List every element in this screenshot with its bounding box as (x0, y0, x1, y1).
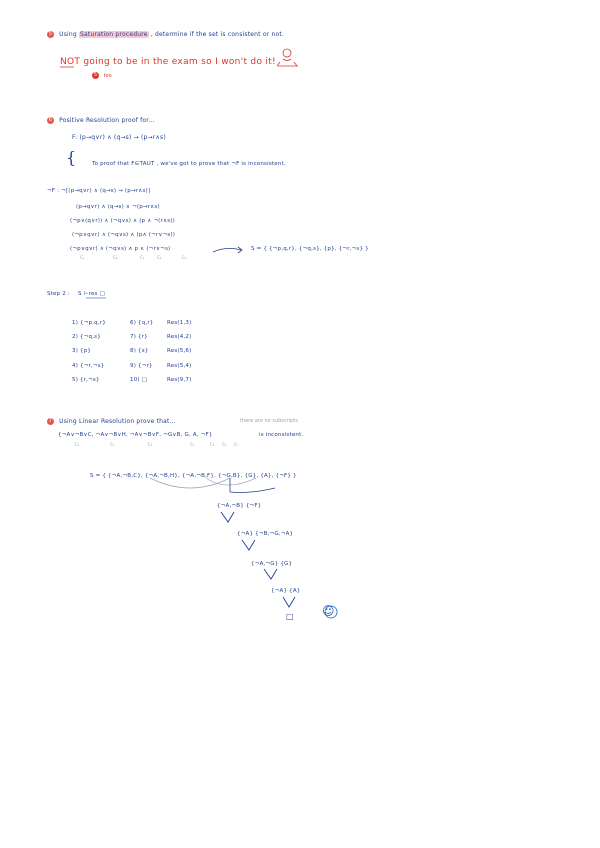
section5-highlight: Saturation procedure (80, 31, 148, 38)
c7-label-7: C₇ (234, 442, 239, 447)
doodle-face-icon (277, 49, 298, 66)
section6-number: 6 (48, 117, 53, 123)
section7-title: Using Linear Resolution prove that... (59, 418, 176, 425)
section7-number: 7 (48, 418, 53, 424)
linear-step-1: {¬A,¬B} {¬F} (217, 503, 262, 509)
step2-left-5: 5) {r,¬s} (72, 377, 100, 383)
smiley-icon: ☺ (322, 604, 335, 618)
step2-left-4: 4) {¬r,¬s} (72, 363, 105, 369)
section5-number: 5 (48, 31, 53, 37)
clause-label-2: C₂ (113, 255, 118, 260)
clause-label-1: C₁ (80, 255, 85, 260)
step2-expr: S ⊢res □ (78, 291, 105, 297)
smiley-ring (325, 606, 337, 618)
neg-line-5: (¬p∨q∨r) ∧ (¬q∨s) ∧ p ∧ (¬r∨¬s) (70, 246, 171, 252)
step2-res-7: Res(4,2) (167, 334, 192, 340)
small-note-circle: 5 (93, 72, 98, 78)
arc-gray-1 (150, 478, 230, 488)
set-result: S = { {¬p,q,r}, {¬q,s}, {p}, {¬r,¬s} } (251, 246, 369, 252)
c7-label-4: C₄ (190, 442, 195, 447)
step2-mid-6: 6) {q,r} (130, 320, 154, 326)
linear-step-2: {¬A} {¬B,¬G,¬A} (237, 531, 294, 537)
clause-label-4: C₄ (157, 255, 162, 260)
section5-pre: Using (59, 31, 77, 38)
c7-label-2: C₂ (110, 442, 115, 447)
section6-title: Positive Resolution proof for... (59, 117, 155, 124)
clause-label-5: C₅ (182, 255, 187, 260)
step2-left-1: 1) {¬p,q,r} (72, 320, 106, 326)
neg-line-3: (¬p∨(q∨r)) ∧ (¬q∨s) ∧ (p ∧ ¬(r∧s)) (70, 218, 175, 224)
neg-line-4: (¬p∨q∨r) ∧ (¬q∨s) ∧ (p∧ (¬r∨¬s)) (72, 232, 176, 238)
linear-step-4: {¬A} {A} (271, 588, 301, 594)
section5-rest: , determine if the set is consistent or not. (150, 31, 284, 38)
step2-res-10: Res(9,7) (167, 377, 192, 383)
c7-label-5: C₅ (210, 442, 215, 447)
clause-label-3: C₃ (140, 255, 145, 260)
step2-res-9: Res(5,4) (167, 363, 192, 369)
c7-label-6: C₆ (222, 442, 227, 447)
neg-line-1: ¬F : ¬[(p→q∨r) ∧ (q→s) → (p→r∧s)] (47, 188, 151, 194)
step2-label: Step 2 : (47, 291, 70, 297)
arc-gray-2 (206, 478, 256, 485)
section6-formula: F: (p→q∨r) ∧ (q→s) → (p→r∧s) (72, 134, 166, 141)
step2-res-6: Res(1,3) (167, 320, 192, 326)
c7-label-3: C₃ (148, 442, 153, 447)
arc-blue (230, 478, 275, 493)
step2-mid-9: 9) {¬r} (130, 363, 153, 369)
section7-set-line: S = { {¬A,¬B,C}, {¬A,¬B,H}, {¬A,¬B,F}, {¬G,B}, {G}, {A}, {¬F} } (90, 473, 297, 479)
section7-clauses-line: {¬A∨¬B∨C, ¬A∨¬B∨H, ¬A∨¬B∨F, ¬G∨B, G, A, ¬F} (58, 432, 213, 438)
step2-res-8: Res(5,6) (167, 348, 192, 354)
step2-mid-8: 8) {s} (130, 348, 149, 354)
brace-glyph: { (66, 148, 77, 167)
step2-mid-7: 7) {r} (130, 334, 148, 340)
step2-left-2: 2) {¬q,s} (72, 334, 101, 340)
section7-inconsistent: is inconsistent. (259, 432, 304, 438)
section6-explanation: To proof that F∈TAUT , we've got to prove that ¬F is inconsistent. (92, 161, 286, 167)
section7-gray-note: there are no subscripts (240, 418, 298, 424)
linear-empty-clause: □ (286, 612, 294, 621)
linear-step-3: {¬A,¬G} {G} (251, 561, 293, 567)
neg-line-2: (p→q∨r) ∧ (q→s) ∧ ¬(p→r∧s) (76, 204, 160, 210)
step2-left-3: 3) {p} (72, 348, 92, 354)
small-note-text: too (103, 73, 112, 79)
resolution-tree (221, 512, 295, 607)
arrow-to-set (213, 248, 241, 252)
section5-red-note: NOT going to be in the exam so I won't do it! (60, 57, 276, 67)
c7-label-1: C₁ (75, 442, 80, 447)
step2-mid-10: 10) □ (130, 377, 148, 383)
